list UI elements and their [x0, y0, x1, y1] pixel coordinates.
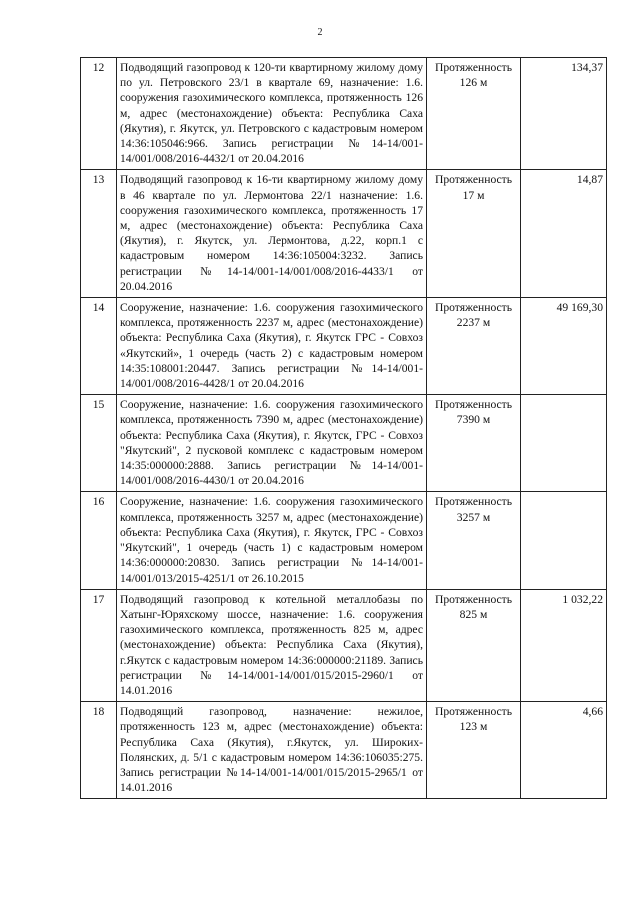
object-value: 1 032,22 [521, 589, 607, 701]
object-value: 49 169,30 [521, 298, 607, 395]
object-value: 14,87 [521, 170, 607, 298]
object-parameter [427, 589, 521, 701]
parameter-value: 17 м [462, 188, 485, 202]
object-parameter [427, 492, 521, 589]
parameter-value: 825 м [459, 607, 488, 621]
table-row [81, 58, 607, 170]
object-description: Подводящий газопровод, назначение: нежилое, протяженность 123 м, адрес (местонахождение) объекта: Республика Саха (Якутия), г.Якутск, ул. Широких-Полянских, д. 5/1 с кадастровым номером 14:36:106035:275. Запись регистрации №14-14/001-14/001/015/2015-2965/1 от 14.01.2016 [117, 702, 427, 799]
table-row [81, 589, 607, 701]
object-description: Подводящий газопровод к котельной металлобазы по Хатынг-Юряхскому шоссе, назначение: 1.6. сооружения газохимического комплекса, протяженность 825 м, адрес (местонахождение) объекта: Республика Саха (Якутия), г.Якутск с кадастровым номером 14:36:000000:21189. Запись регистрации №14-14/001-14/001/015/2015-2960/1 от 14.01.2016 [117, 589, 427, 701]
object-value: 134,37 [521, 58, 607, 170]
parameter-label: Протяженность [434, 495, 513, 509]
object-value [521, 492, 607, 589]
object-parameter [427, 58, 521, 170]
object-parameter [427, 395, 521, 492]
parameter-value: 3257 м [456, 510, 491, 524]
row-number: 13 [81, 170, 117, 298]
parameter-label: Протяженность [434, 705, 513, 719]
row-number: 15 [81, 395, 117, 492]
object-description: Подводящий газопровод к 120-ти квартирному жилому дому по ул. Петровского 23/1 в квартале 69, назначение: 1.6. сооружения газохимического комплекса, протяженность 126 м, адрес (местонахождение) объекта: Республика Саха (Якутия), г. Якутск, ул. Петровского с кадастровым номером 14:36:105046:966. Запись регистрации №14-14/001-14/001/008/2016-4432/1 от 20.04.2016 [117, 58, 427, 170]
table-row [81, 702, 607, 799]
parameter-label: Протяженность [434, 61, 513, 74]
object-description: Подводящий газопровод к 16-ти квартирному жилому дому в 46 квартале по ул. Лермонтова 22/1 назначение: 1.6. сооружения газохимического комплекса, протяженность 17 м, адрес (местонахождение) объекта: Республика Саха (Якутия), г. Якутск, ул. Лермонтова, д.22, корп.1 с кадастровым номером 14:36:105004:3232. Запись регистрации №14-14/001-14/001/008/2016-4433/1 от 20.04.2016 [117, 170, 427, 298]
object-parameter [427, 298, 521, 395]
parameter-value: 126 м [459, 76, 488, 90]
row-number: 14 [81, 298, 117, 395]
table-row [81, 170, 607, 298]
object-parameter [427, 702, 521, 799]
parameter-value: 2237 м [456, 316, 491, 330]
object-value: 4,66 [521, 702, 607, 799]
table-row [81, 298, 607, 395]
parameter-label: Протяженность [434, 173, 513, 187]
page-number: 2 [317, 27, 323, 38]
parameter-value: 7390 м [456, 413, 491, 427]
object-description: Сооружение, назначение: 1.6. сооружения газохимического комплекса, протяженность 2237 м, адрес (местонахождение) объекта: Республика Саха (Якутия), г. Якутск ГРС - Совхоз «Якутский», 1 очередь (часть 2) с кадастровым номером 14:35:108001:20447. Запись регистрации №14-14/001-14/001/008/2016-4428/1 от 20.04.2016 [117, 298, 427, 395]
object-parameter [427, 170, 521, 298]
object-description: Сооружение, назначение: 1.6. сооружения газохимического комплекса, протяженность 3257 м, адрес (местонахождение) объекта: Республика Саха (Якутия), г. Якутск, ГРС - Совхоз "Якутский", 1 очередь (часть 1) с кадастровым номером 14:36:000000:20830. Запись регистрации №14-14/001-14/001/013/2015-4251/1 от 26.10.2015 [117, 492, 427, 589]
parameter-value: 123 м [459, 720, 488, 734]
table-row [81, 492, 607, 589]
object-value [521, 395, 607, 492]
parameter-label: Протяженность [434, 592, 513, 606]
parameter-label: Протяженность [434, 301, 513, 315]
parameter-label: Протяженность [434, 398, 513, 412]
row-number: 17 [81, 589, 117, 701]
table-row [81, 395, 607, 492]
row-number: 12 [81, 58, 117, 170]
object-description: Сооружение, назначение: 1.6. сооружения газохимического комплекса, протяженность 7390 м, адрес (местонахождение) объекта: Республика Саха (Якутия), г. Якутск, ГРС - Совхоз "Якутский", 2 пусковой комплекс с кадастровым номером 14:35:000000:2888. Запись регистрации №14-14/001-14/001/008/2016-4430/1 от 20.04.2016 [117, 395, 427, 492]
row-number: 16 [81, 492, 117, 589]
row-number: 18 [81, 702, 117, 799]
property-registry-table [80, 57, 607, 799]
